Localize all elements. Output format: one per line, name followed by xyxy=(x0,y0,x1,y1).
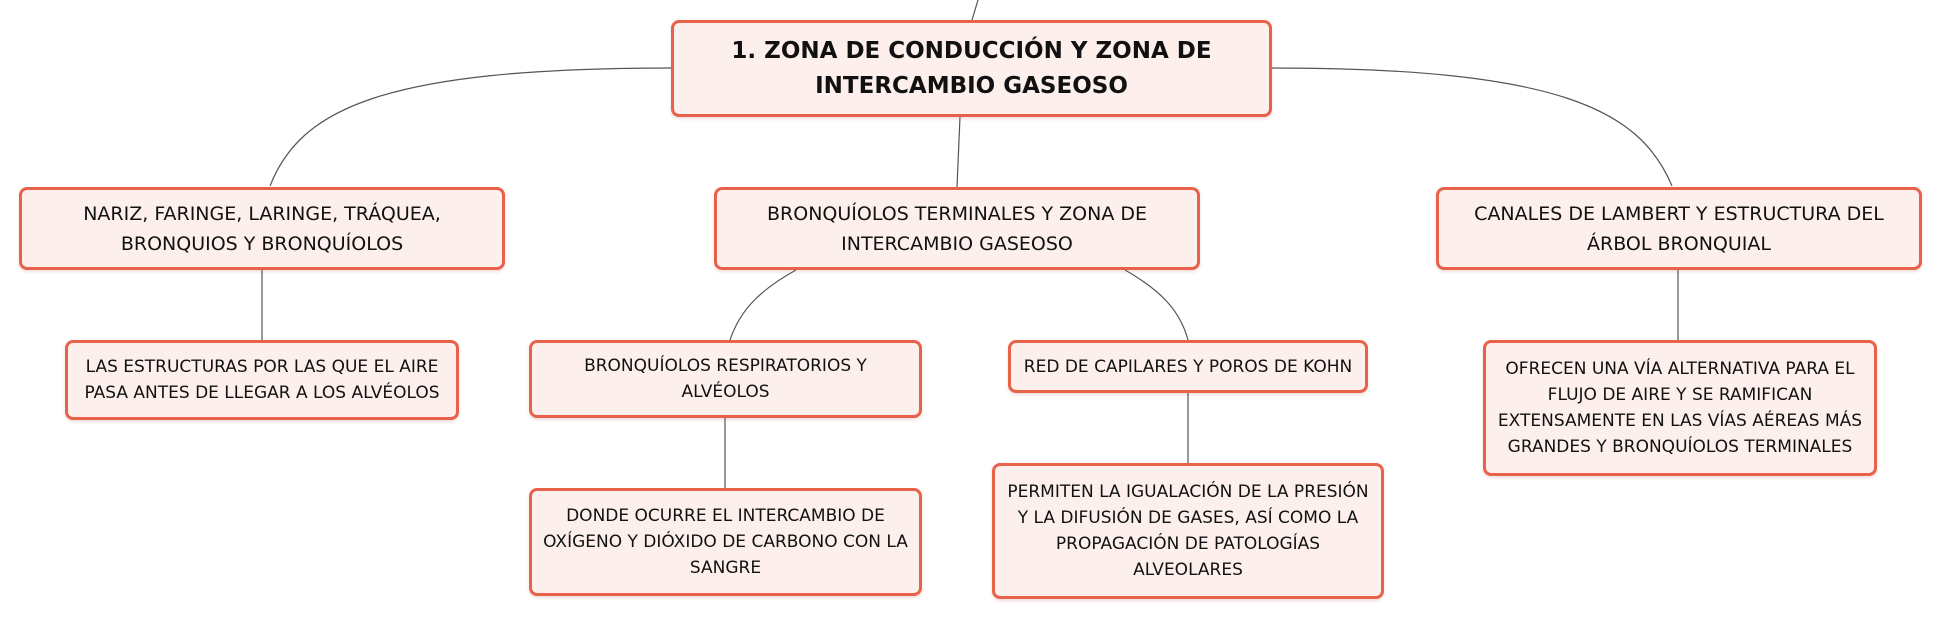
subtopic-node-respiratory-bronchioles[interactable] xyxy=(529,340,922,418)
detail-node-gas-exchange[interactable] xyxy=(529,488,922,596)
connector-line xyxy=(957,117,960,187)
root-topic-label: 1. ZONA DE CONDUCCIÓN Y ZONA DE INTERCAMBIO GASEOSO xyxy=(731,37,1212,99)
subtopic-label: RED DE CAPILARES Y POROS DE KOHN xyxy=(1023,356,1353,377)
branch-node-conducting-airways[interactable] xyxy=(19,187,505,270)
connector-line xyxy=(270,68,671,186)
connector-line xyxy=(1125,270,1188,340)
branch-label: BRONQUÍOLOS TERMINALES Y ZONA DE INTERCAMBIO GASEOSO xyxy=(767,202,1147,255)
branch-node-lambert-canals[interactable] xyxy=(1436,187,1922,270)
detail-label: PERMITEN LA IGUALACIÓN DE LA PRESIÓN Y LA DIFUSIÓN DE GASES, ASÍ COMO LA PROPAGACIÓN DE PATOLOGÍAS ALVEOLARES xyxy=(1007,482,1369,580)
detail-label: DONDE OCURRE EL INTERCAMBIO DE OXÍGENO Y DIÓXIDO DE CARBONO CON LA SANGRE xyxy=(543,506,908,578)
detail-node-pressure-equalization[interactable] xyxy=(992,463,1384,599)
branch-label: CANALES DE LAMBERT Y ESTRUCTURA DEL ÁRBOL BRONQUIAL xyxy=(1474,202,1884,255)
branch-label: NARIZ, FARINGE, LARINGE, TRÁQUEA, BRONQUIOS Y BRONQUÍOLOS xyxy=(83,202,441,255)
subtopic-label: LAS ESTRUCTURAS POR LAS QUE EL AIRE PASA ANTES DE LLEGAR A LOS ALVÉOLOS xyxy=(84,357,440,403)
subtopic-label: BRONQUÍOLOS RESPIRATORIOS Y ALVÉOLOS xyxy=(584,356,867,402)
subtopic-node-lambert-function[interactable] xyxy=(1483,340,1877,476)
connector-line xyxy=(972,0,978,20)
subtopic-node-capillaries-kohn[interactable] xyxy=(1008,340,1368,393)
subtopic-label: OFRECEN UNA VÍA ALTERNATIVA PARA EL FLUJO DE AIRE Y SE RAMIFICAN EXTENSAMENTE EN LAS VÍAS AÉREAS MÁS GRANDES Y BRONQUÍOLOS TERMINALES xyxy=(1497,359,1863,457)
connector-line xyxy=(1272,68,1672,186)
root-topic-node[interactable] xyxy=(671,20,1272,117)
branch-node-terminal-bronchioles[interactable] xyxy=(714,187,1200,270)
connector-line xyxy=(730,270,796,340)
subtopic-node-conducting-structures[interactable] xyxy=(65,340,459,420)
